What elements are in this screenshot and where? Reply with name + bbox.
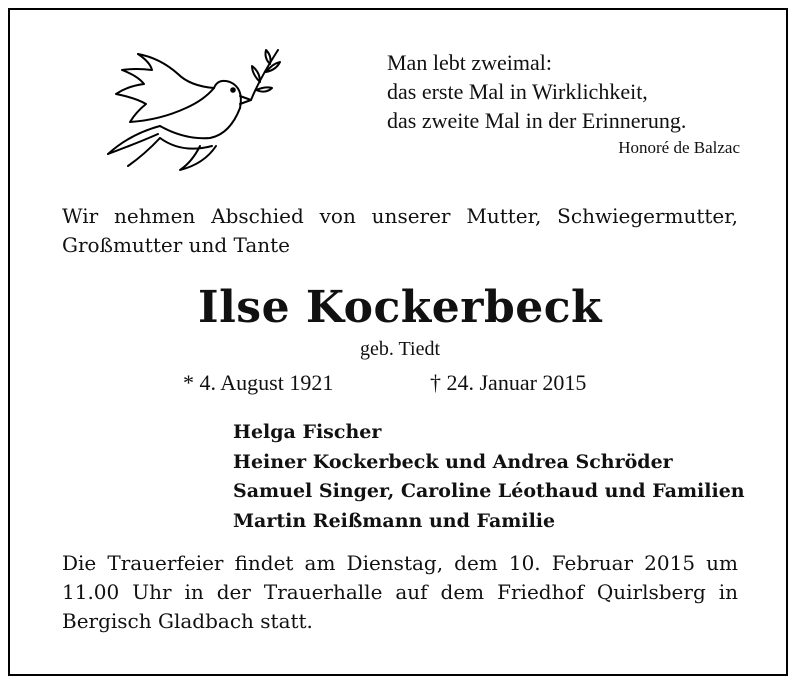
death-date: † 24. Januar 2015	[430, 370, 587, 395]
list-item: Samuel Singer, Caroline Léothaud und Familien	[233, 480, 745, 502]
quote-line: das erste Mal in Wirklichkeit,	[387, 79, 648, 104]
list-item: Helga Fischer	[233, 421, 382, 443]
mourners-list	[233, 418, 745, 536]
dove-with-olive-branch-icon	[100, 42, 290, 172]
funeral-details: Die Trauerfeier findet am Dienstag, dem 10. Februar 2015 um 11.00 Uhr in der Trauerhalle auf dem Friedhof Quirlsberg in Bergisch Gladbach statt.	[62, 551, 738, 633]
maiden-name: geb. Tiedt	[359, 338, 441, 360]
quote-line: Man lebt zweimal:	[387, 50, 552, 75]
quote-author: Honoré de Balzac	[618, 138, 740, 157]
intro-text: Wir nehmen Abschied von unserer Mutter, Schwiegermutter, Großmutter und Tante	[62, 204, 738, 257]
list-item: Martin Reißmann und Familie	[233, 509, 556, 532]
quote-line: das zweite Mal in der Erinnerung.	[387, 108, 687, 133]
epigraph-quote	[387, 48, 686, 135]
birth-date: * 4. August 1921	[183, 370, 334, 395]
deceased-name: Ilse Kockerbeck	[198, 282, 602, 333]
list-item: Heiner Kockerbeck und Andrea Schröder	[233, 450, 673, 473]
